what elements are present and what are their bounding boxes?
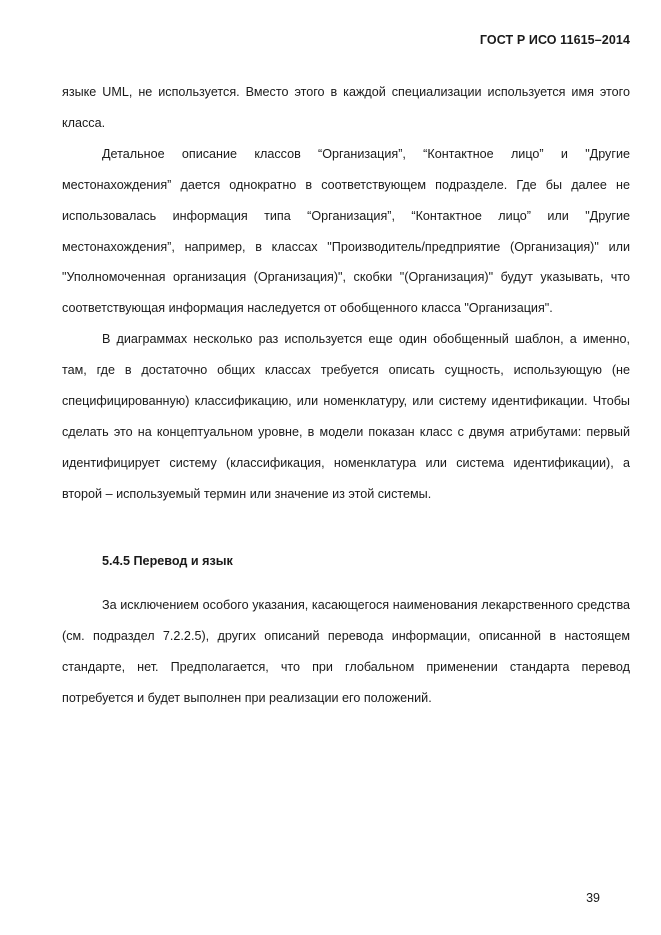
body-text [62, 77, 630, 510]
section-heading-translation: 5.4.5 Перевод и язык [102, 554, 233, 568]
paragraph-organization-classes: Детальное описание классов “Организация”, “Контактное лицо” и "Другие местонахождения” дается однократно в соответствующем подразделе. Где бы далее не использовалась информация типа “Организация”, “Контактное лицо” или "Другие местонахождения”, например, в классах "Производитель/предприятие (Организация)" или "Уполномоченная организация (Организация)", скобки "(Организация)" будут указывать, что соответствующая информация наследуется от обобщенного класса "Организация". [62, 146, 630, 316]
paragraph-generalized-template: В диаграммах несколько раз используется еще один обобщенный шаблон, а именно, там, где в достаточно общих классах требуется описать сущность, использующую (не специфицированную) классификацию, или номенклатуру, или систему идентификации. Чтобы сделать это на концептуальном уровне, в модели показан класс с двумя атрибутами: первый идентифицирует систему (классификация, номенклатура или система идентификации), а второй – используемый термин или значение из этой системы. [62, 332, 630, 501]
document-header-standard-id: ГОСТ Р ИСО 11615–2014 [479, 33, 630, 47]
paragraph-uml-continuation: языке UML, не используется. Вместо этого в каждой специализации используется имя этого класса. [62, 85, 630, 130]
paragraph-translation: За исключением особого указания, касающегося наименования лекарственного средства (см. подраздел 7.2.2.5), других описаний перевода информации, описанной в настоящем стандарте, нет. Предполагается, что при глобальном применении стандарта перевод потребуется и будет выполнен при реализации его положений. [62, 598, 630, 705]
page-number: 39 [586, 891, 600, 905]
section-body [62, 590, 630, 714]
